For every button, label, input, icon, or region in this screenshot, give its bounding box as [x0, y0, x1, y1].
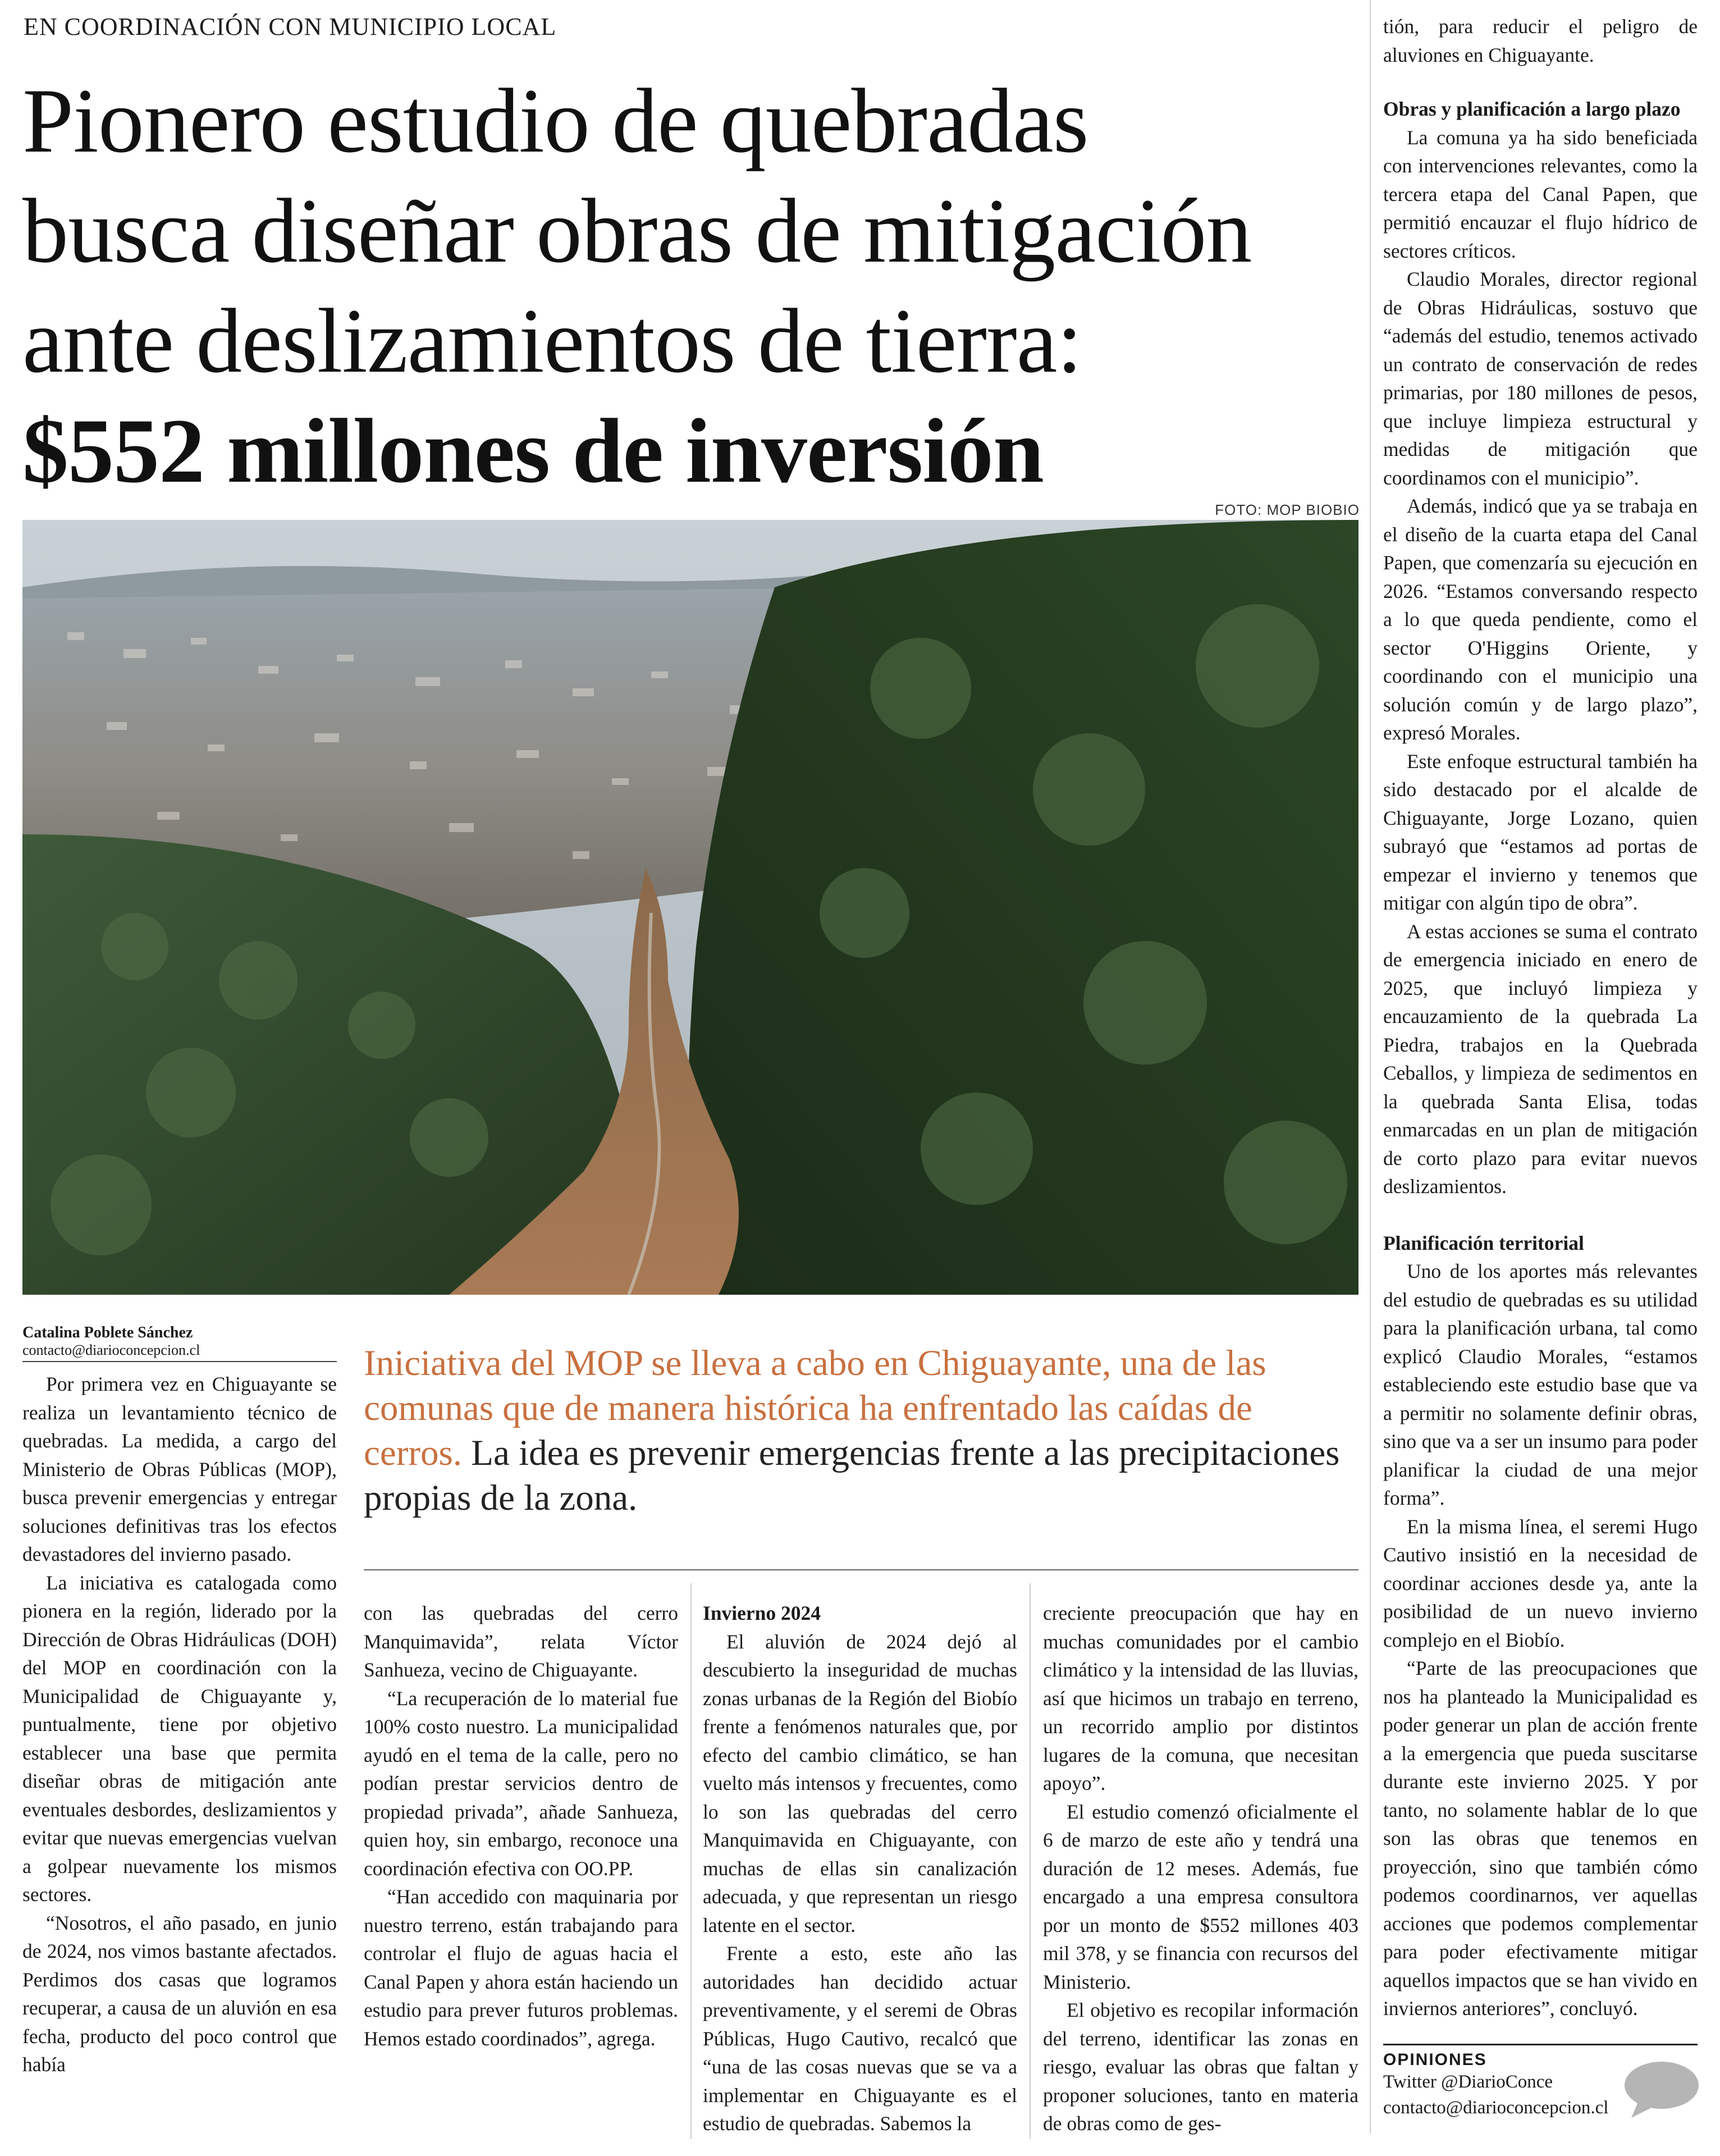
- opinions-title: OPINIONES: [1383, 2050, 1487, 2069]
- column-4: [1043, 1599, 1358, 2138]
- column-divider: [690, 1583, 692, 2139]
- paragraph: Frente a esto, este año las autoridades han decidido actuar preventivamente, y el seremi de Obras Públicas, Hugo Cautivo, recalcó que “una de las cosas nuevas que se va a implementar en Chiguayante es el estudio de quebradas. Sabemos la: [703, 1942, 1017, 2135]
- headline-line-3: ante deslizamientos de tierra:: [22, 290, 1082, 392]
- lede-divider: [364, 1569, 1358, 1570]
- column-divider: [1030, 1583, 1031, 2139]
- sidebar-divider: [1370, 0, 1371, 2134]
- byline-author: Catalina Poblete Sánchez: [22, 1324, 193, 1341]
- subheading-invierno: Invierno 2024: [703, 1602, 821, 1624]
- paragraph: creciente preocupación que hay en muchas comunidades por el cambio climático y la intensidad de las lluvias, así que hicimos un trabajo en terreno, un recorrido amplio por distintos lugares de la comuna, que necesitan apoyo”.: [1043, 1602, 1358, 1794]
- column-5: [1383, 12, 1698, 2023]
- byline-email: contacto@diarioconcepcion.cl: [22, 1342, 200, 1358]
- paragraph: El objetivo es recopilar información del terreno, identificar las zonas en riesgo, evaluar las obras que faltan y proponer soluciones, tanto en materia de obras como de ges-: [1043, 1999, 1358, 2135]
- paragraph: La iniciativa es catalogada como pionera en la región, liderado por la Dirección de Obras Hidráulicas (DOH) del MOP en coordinación con la Municipalidad de Chiguayante y, puntualmente, tiene por objetivo establecer una base que permita diseñar obras de mitigación ante eventuales desbordes, deslizamientos y evitar que nuevas emergencias vuelvan a golpear nuevamente los mismos sectores.: [22, 1571, 337, 1906]
- column-1: [22, 1370, 337, 2079]
- opinions-divider: [1383, 2044, 1698, 2045]
- paragraph: A estas acciones se suma el contrato de emergencia iniciado en enero de 2025, que incluyó limpieza y encauzamiento de la quebrada La Piedra, trabajos en la Quebrada Ceballos, y limpieza de sedimentos en la quebrada Santa Elisa, todas enmarcadas en un plan de mitigación de corto plazo para evitar nuevos deslizamientos.: [1383, 920, 1698, 1198]
- paragraph: “Nosotros, el año pasado, en junio de 2024, nos vimos bastante afectados. Perdimos dos casas que logramos recuperar, a causa de un aluvión en esa fecha, producto del poco control que había: [22, 1911, 337, 2076]
- paragraph: con las quebradas del cerro Manquimavida”, relata Víctor Sanhueza, vecino de Chiguayante.: [364, 1602, 678, 1681]
- paragraph: Este enfoque estructural también ha sido destacado por el alcalde de Chiguayante, Jorge Lozano, quien subrayó que “estamos ad portas de empezar el invierno y tenemos que mitigar con algún tipo de obra”.: [1383, 750, 1698, 914]
- paragraph: En la misma línea, el seremi Hugo Cautivo insistió en la necesidad de coordinar acciones desde ya, ante la posibilidad de un nuevo invierno complejo en el Biobío.: [1383, 1515, 1698, 1651]
- headline-line-2: busca diseñar obras de mitigación: [22, 180, 1252, 282]
- headline: [22, 66, 1358, 506]
- paragraph: Claudio Morales, director regional de Obras Hidráulicas, sostuvo que “además del estudio, tenemos activado un contrato de conservación de redes primarias, por 180 millones de pesos, que incluye limpieza estructural y medidas de mitigación que coordinamos con el municipio”.: [1383, 268, 1698, 489]
- photo-credit: FOTO: MOP BIOBIO: [1215, 501, 1360, 518]
- landslide-photo: [22, 520, 1358, 1295]
- speech-bubble-icon: [1621, 2059, 1700, 2124]
- paragraph: “Han accedido con maquinaria por nuestro terreno, están trabajando para controlar el flujo de aguas hacia el Canal Papen y ahora están haciendo un estudio para prever futuros problemas. Hemos estado coordinados”, agrega.: [364, 1885, 678, 2050]
- kicker: EN COORDINACIÓN CON MUNICIPIO LOCAL: [24, 13, 557, 40]
- paragraph: Por primera vez en Chiguayante se realiza un levantamiento técnico de quebradas. La medida, a cargo del Ministerio de Obras Públicas (MOP), busca prevenir emergencias y entregar soluciones definitivas tras los efectos devastadores del invierno pasado.: [22, 1373, 337, 1565]
- subheading-obras: Obras y planificación a largo plazo: [1383, 98, 1681, 120]
- paragraph: “La recuperación de lo material fue 100% costo nuestro. La municipalidad ayudó en el tema de la calle, pero no podían prestar servicios dentro de propiedad privada”, añade Sanhueza, quien hoy, sin embargo, reconoce una coordinación efectiva con OO.PP.: [364, 1687, 678, 1880]
- paragraph: El estudio comenzó oficialmente el 6 de marzo de este año y tendrá una duración de 12 meses. Además, fue encargado a una empresa consultora por un monto de $552 millones 403 mil 378, y se financia con recursos del Ministerio.: [1043, 1800, 1358, 1993]
- opinions-twitter[interactable]: Twitter @DiarioConce: [1383, 2072, 1553, 2092]
- lede: [364, 1341, 1358, 1520]
- opinions-email[interactable]: contacto@diarioconcepcion.cl: [1383, 2098, 1609, 2118]
- paragraph: Uno de los aportes más relevantes del estudio de quebradas es su utilidad para la planificación urbana, tal como explicó Claudio Morales, “estamos estableciendo este estudio base que va a permitir no solamente definir obras, sino que va a ser un insumo para poder planificar la ciudad de una mejor forma”.: [1383, 1260, 1698, 1509]
- paragraph: El aluvión de 2024 dejó al descubierto la inseguridad de muchas zonas urbanas de la Región del Biobío frente a fenómenos naturales que, por efecto del cambio climático, se han vuelto más intensos y frecuentes, como lo son las quebradas del cerro Manquimavida en Chiguayante, con muchas de ellas sin canalización adecuada, y que representan un riesgo latente en el sector.: [703, 1630, 1017, 1936]
- paragraph: tión, para reducir el peligro de aluviones en Chiguayante.: [1383, 15, 1698, 66]
- paragraph: “Parte de las preocupaciones que nos ha planteado la Municipalidad es poder generar un plan de acción frente a la emergencia que pueda suscitarse durante este invierno 2025. Y por tanto, no solamente hablar de lo que son las obras que tenemos en proyección, sino que también cómo podemos coordinarnos, ver aquellas acciones que podemos complementar para poder efectivamente mitigar aquellos impactos que se han vivido en inviernos anteriores”, concluyó.: [1383, 1657, 1698, 2020]
- column-2: [364, 1599, 678, 2053]
- column-3: [703, 1599, 1017, 2138]
- paragraph: La comuna ya ha sido beneficiada con intervenciones relevantes, como la tercera etapa del Canal Papen, que permitió encauzar el flujo hídrico de sectores críticos.: [1383, 126, 1698, 262]
- headline-line-1: Pionero estudio de quebradas: [22, 70, 1088, 172]
- headline-line-4: $552 millones de inversión: [22, 400, 1044, 502]
- lede-rest: La idea es prevenir emergencias frente a las precipitaciones propias de la zona.: [364, 1433, 1340, 1518]
- subheading-planificacion: Planificación territorial: [1383, 1231, 1584, 1254]
- byline-divider: [22, 1361, 337, 1362]
- lede-highlight: Iniciativa del MOP se lleva a cabo en Chiguayante, una de las comunas que de manera histórica ha enfrentado las caídas de cerros.: [364, 1343, 1266, 1473]
- paragraph: Además, indicó que ya se trabaja en el diseño de la cuarta etapa del Canal Papen, que comenzaría su ejecución en 2026. “Estamos conversando respecto a lo que queda pendiente, como el sector O'Higgins Oriente, y coordinando con el municipio una solución común y de largo plazo”, expresó Morales.: [1383, 495, 1698, 744]
